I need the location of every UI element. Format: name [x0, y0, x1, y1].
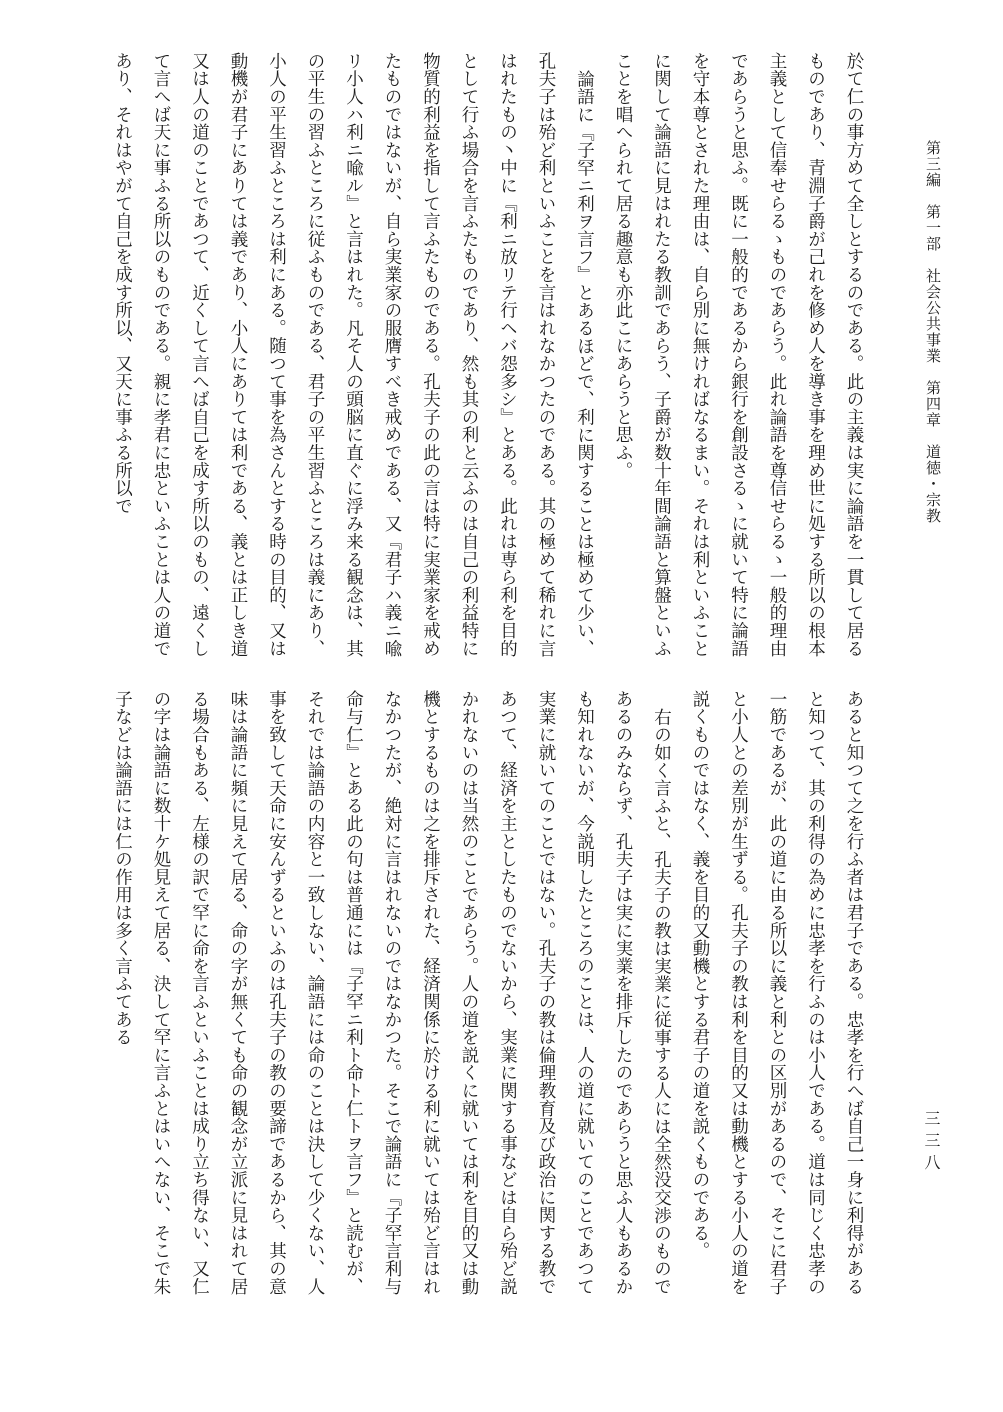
paragraph: あると知つて之を行ふ者は君子である。忠孝を行へば自己一身に利得があると知つて、其の利得の為めに忠孝を行ふのは小人である。道は同じく忠孝の一筋であるが、此の道に由る所以に義と利との区別があるので、そこに君子と小人との差別が生ずる。孔夫子の教は利を目的又は動機とする小人の道を説くものではなく、義を目的又動機とする君子の道を説くものである。: [690, 690, 864, 1296]
paragraph: 右の如く言ふと、孔夫子の教は実業に従事する人には全然没交渉のものであるのみならず、孔夫子は実に実業を排斥したのであらうと思ふ人もあるかも知れないが、今説明したところのことは、人の道に就いてのことであつて実業に就いてのことではない。孔夫子の教は倫理教育及び政治に関する教であつて、経済を主としたものでないから、実業に関する事などは自ら殆ど説かれないのは当然のことであらう。人の道を説くに就いては利を目的又は動機とするものは之を排斥された、経済関係に於ける利に就いては殆ど言はれなかつたが、絶対に言はれないのではなかつた。そこで論語に『子罕言利与命与仁』とある此の句は普通には『子罕ニ利ト命ト仁トヲ言フ』と読むが、それでは論語の内容と一致しない、論語には命のことは決して少くない、人事を致して天命に安んずるといふのは孔夫子の教の要諦であるから、其の意味は論語に頻に見えて居る、命の字が無くても命の観念が立派に見はれて居る場合もある、左様の訳で罕に命を言ふといふことは成り立ち得ない、又仁の字は論語に数十ケ処見えて居る、決して罕に言ふとはいへない、そこで朱子などは論語には仁の作用は多く言ふてある: [112, 690, 672, 1296]
paragraph: 論語に『子罕ニ利ヲ言フ』とあるほどで、利に関することは極めて少い、孔夫子は殆ど利といふことを言はれなかつたのである。其の極めて稀れに言はれたもの丶中に『利ニ放リテ行ヘバ怨多シ』とある。此れは専ら利を目的として行ふ場合を言ふたものであり、然も其の利と云ふのは自己の利益特に物質的利益を指して言ふたものである。孔夫子の此の言は特に実業家を戒めたものではないが、自ら実業家の服膺すべき戒めである、又『君子ハ義ニ喩リ小人ハ利ニ喩ル』と言はれた。凡そ人の頭脳に直ぐに浮み来る観念は、其の平生の習ふところに従ふものである、君子の平生習ふところは義にあり、小人の平生習ふところは利にある。随つて事を為さんとする時の目的、又は動機が君子にありては義であり、小人にありては利である、義とは正しき道又は人の道のことであつて、近くして言へば自己を成す所以のもの、遠くして言へば天に事ふる所以のものである。親に孝君に忠といふことは人の道であり、それはやがて自己を成す所以、又天に事ふる所以で: [112, 52, 595, 658]
text-block-lower: [73, 690, 873, 1300]
page-number: 三三八: [922, 1110, 941, 1176]
text-block-upper: [73, 52, 873, 662]
running-header: 第三編 第一部 社会公共事業 第四章 道徳・宗教: [924, 140, 942, 524]
paragraph: 於て仁の事方めて全しとするのである。此の主義は実に論語を一貫して居るものであり、青淵子爵が己れを修め人を導き事を理め世に処する所以の根本主義として信奉せらるゝものであらう。此れ論語を尊信せらるゝ一般的理由であらうと思ふ。既に一般的であるから銀行を創設さるゝに就いて特に論語を守本尊とされた理由は、自ら別に無ければなるまい。それは利といふことに関して論語に見はれたる教訓であらう、子爵が数十年間論語と算盤といふことを唱へられて居る趣意も亦此こにあらうと思ふ。: [613, 52, 864, 658]
